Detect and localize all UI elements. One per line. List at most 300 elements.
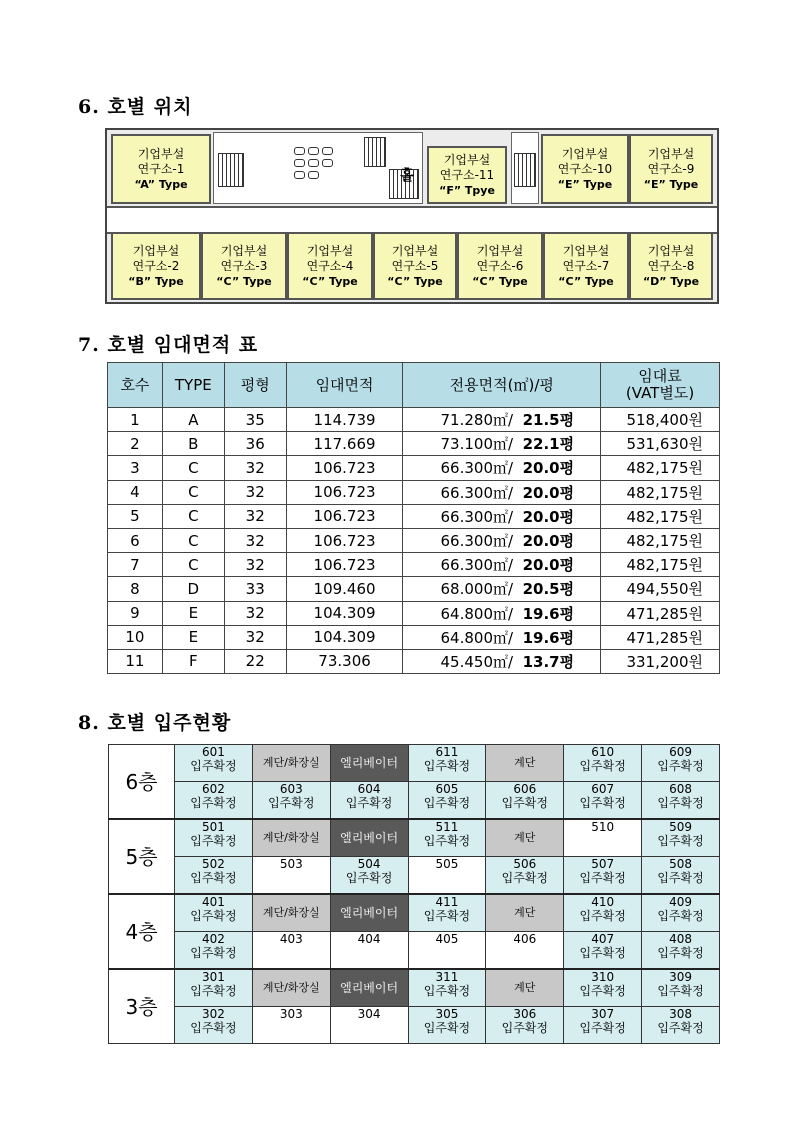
room-line: 연구소-11	[439, 167, 495, 182]
plan-room-9	[629, 134, 713, 204]
header-rent-vat: (VAT별도)	[625, 384, 695, 402]
cell-room-no: 4	[108, 480, 163, 504]
unit-number: 311	[435, 970, 459, 984]
cell-rent: 531,630원	[601, 432, 720, 456]
unit-cell	[252, 782, 330, 820]
exclusive-pyeong: 20.0평	[522, 459, 575, 478]
unit-status: 입주확정	[423, 759, 471, 773]
unit-status: 입주확정	[190, 1021, 237, 1035]
unit-status: 입주확정	[268, 796, 315, 810]
unit-number: 511	[435, 820, 459, 834]
unit-status: 입주확정	[579, 984, 626, 998]
section-8-title: 8. 호별 입주현황	[78, 712, 232, 734]
unit-status: 입주확정	[657, 871, 704, 885]
unit-cell	[408, 1007, 486, 1044]
cell-room-no: 9	[108, 601, 163, 625]
toilet-icon	[294, 171, 305, 179]
cell-room-no: 11	[108, 649, 163, 673]
cell-exclusive-area	[403, 553, 601, 577]
facility-cell	[486, 745, 564, 782]
unit-cell	[175, 819, 253, 857]
plan-corridor	[107, 206, 717, 234]
room-type: “A” Type	[134, 177, 188, 191]
unit-status: 입주확정	[190, 984, 237, 998]
exclusive-sqm: 73.100㎡/	[440, 435, 514, 454]
section-7-title: 7. 호별 임대면적 표	[78, 334, 259, 356]
cell-room-no: 8	[108, 577, 163, 601]
header-type: TYPE	[162, 363, 224, 408]
cell-pyeong: 32	[224, 625, 286, 649]
cell-pyeong: 36	[224, 432, 286, 456]
table-row	[108, 649, 720, 673]
facility-cell	[486, 819, 564, 857]
unit-number: 301	[201, 970, 225, 984]
unit-number: 508	[669, 857, 692, 871]
exclusive-sqm: 66.300㎡/	[440, 532, 514, 551]
cell-type: C	[162, 553, 224, 577]
unit-number: 410	[591, 895, 615, 909]
cell-room-no: 6	[108, 528, 163, 552]
exclusive-pyeong: 19.6평	[522, 604, 575, 623]
plan-room-11	[427, 146, 507, 204]
unit-cell	[642, 932, 720, 970]
table-row	[108, 528, 720, 552]
room-line: 연구소-8	[647, 258, 695, 273]
room-line: 기업부설	[443, 152, 491, 167]
unit-number: 305	[435, 1007, 459, 1021]
unit-cell	[408, 857, 486, 895]
cell-exclusive-area	[403, 456, 601, 480]
unit-cell	[175, 1007, 253, 1044]
table-row	[108, 432, 720, 456]
unit-status: 입주확정	[190, 759, 237, 773]
cell-rental-area: 73.306	[286, 649, 403, 673]
cell-pyeong: 32	[224, 480, 286, 504]
room-type: “F” Tpye	[439, 183, 495, 197]
facility-cell	[330, 894, 408, 932]
room-line: 기업부설	[476, 243, 524, 258]
unit-number: 509	[669, 820, 692, 834]
occupancy-row	[109, 932, 720, 970]
unit-number: 307	[591, 1007, 615, 1021]
cell-rent: 482,175원	[601, 480, 720, 504]
unit-cell	[642, 1007, 720, 1044]
cell-type: C	[162, 480, 224, 504]
unit-number: 504	[357, 857, 381, 871]
unit-number: 302	[201, 1007, 225, 1021]
unit-number: 604	[357, 782, 381, 796]
cell-rent: 518,400원	[601, 408, 720, 432]
toilet-icon	[308, 147, 319, 155]
header-rent	[601, 363, 720, 408]
room-line: 기업부설	[647, 243, 695, 258]
header-exclusive-area: 전용면적(㎡)/평	[403, 363, 601, 408]
unit-number: 606	[513, 782, 537, 796]
facility-label: 계단	[514, 831, 536, 844]
unit-cell	[408, 969, 486, 1007]
toilet-icon	[322, 159, 333, 167]
facility-cell	[330, 969, 408, 1007]
cell-exclusive-area	[403, 649, 601, 673]
unit-cell	[408, 894, 486, 932]
unit-number: 401	[201, 895, 225, 909]
cell-rent: 482,175원	[601, 504, 720, 528]
plan-room-3	[201, 232, 287, 300]
cell-rent: 331,200원	[601, 649, 720, 673]
unit-cell	[564, 745, 642, 782]
facility-label: 엘리베이터	[340, 756, 399, 770]
unit-number: 304	[357, 1007, 381, 1021]
cell-type: C	[162, 528, 224, 552]
unit-number: 405	[435, 932, 459, 946]
cell-exclusive-area	[403, 432, 601, 456]
plan-room-4	[287, 232, 373, 300]
room-line: 연구소-9	[647, 161, 695, 176]
room-line: 연구소-4	[306, 258, 354, 273]
room-line: 연구소-5	[391, 258, 439, 273]
unit-cell	[330, 857, 408, 895]
unit-cell	[252, 932, 330, 970]
unit-cell	[486, 782, 564, 820]
toilet-icon	[322, 147, 333, 155]
exclusive-sqm: 66.300㎡/	[440, 556, 514, 575]
unit-cell	[408, 819, 486, 857]
unit-status: 입주확정	[579, 909, 626, 923]
unit-number: 507	[591, 857, 615, 871]
spacer	[513, 411, 523, 429]
unit-status: 입주확정	[657, 796, 704, 810]
unit-number: 402	[201, 932, 225, 946]
room-type: “E” Type	[643, 177, 699, 191]
unit-number: 611	[435, 745, 459, 759]
room-line: 기업부설	[306, 243, 354, 258]
spacer	[513, 653, 523, 671]
unit-status: 입주확정	[579, 759, 626, 773]
unit-number: 502	[201, 857, 225, 871]
spacer	[513, 484, 523, 502]
unit-cell	[175, 969, 253, 1007]
unit-status: 입주확정	[190, 834, 237, 848]
cell-exclusive-area	[403, 480, 601, 504]
exclusive-pyeong: 20.0평	[522, 532, 575, 551]
cell-rental-area: 106.723	[286, 504, 403, 528]
facility-cell	[330, 745, 408, 782]
table-row	[108, 601, 720, 625]
unit-number: 403	[279, 932, 303, 946]
room-line: 기업부설	[647, 146, 695, 161]
unit-status: 입주확정	[657, 909, 704, 923]
exclusive-sqm: 66.300㎡/	[440, 507, 514, 526]
unit-status: 입주확정	[657, 759, 704, 773]
unit-status: 입주확정	[423, 834, 471, 848]
spacer	[513, 629, 523, 647]
cell-exclusive-area	[403, 625, 601, 649]
plan-room-5	[373, 232, 457, 300]
room-type: “C” Type	[216, 274, 272, 288]
occupancy-table	[108, 744, 720, 1044]
cell-pyeong: 32	[224, 456, 286, 480]
unit-status: 입주확정	[423, 1021, 471, 1035]
room-type: “C” Type	[302, 274, 358, 288]
plan-room-7	[543, 232, 629, 300]
room-type: “C” Type	[558, 274, 614, 288]
occupancy-row	[109, 782, 720, 820]
unit-number: 503	[279, 857, 303, 871]
table-row	[108, 504, 720, 528]
exclusive-sqm: 68.000㎡/	[440, 580, 514, 599]
facility-cell	[252, 819, 330, 857]
unit-number: 603	[279, 782, 303, 796]
room-type: “D” Type	[642, 274, 700, 288]
unit-cell	[252, 1007, 330, 1044]
floor-label: 5층	[109, 819, 175, 894]
unit-number: 406	[513, 932, 537, 946]
unit-cell	[330, 932, 408, 970]
unit-status: 입주확정	[501, 871, 548, 885]
spacer	[513, 532, 523, 550]
unit-status: 입주확정	[423, 984, 471, 998]
cell-type: C	[162, 456, 224, 480]
unit-cell	[408, 932, 486, 970]
unit-cell	[486, 1007, 564, 1044]
room-line: 기업부설	[132, 243, 180, 258]
cell-type: C	[162, 504, 224, 528]
room-line: 기업부설	[561, 146, 609, 161]
facility-label: 계단	[514, 756, 536, 769]
unit-cell	[564, 1007, 642, 1044]
unit-cell	[642, 894, 720, 932]
header-rent-label: 임대료	[638, 367, 682, 385]
cell-exclusive-area	[403, 408, 601, 432]
spacer	[513, 580, 523, 598]
plan-room-10	[541, 134, 629, 204]
toilet-icon	[294, 159, 305, 167]
unit-cell	[330, 782, 408, 820]
facility-cell	[252, 745, 330, 782]
unit-cell	[486, 932, 564, 970]
unit-number: 407	[591, 932, 615, 946]
cell-rental-area: 117.669	[286, 432, 403, 456]
exclusive-sqm: 64.800㎡/	[440, 604, 514, 623]
cell-pyeong: 33	[224, 577, 286, 601]
spacer	[513, 605, 523, 623]
unit-number: 608	[669, 782, 692, 796]
cell-rental-area: 109.460	[286, 577, 403, 601]
rental-area-table	[107, 362, 720, 674]
unit-cell	[642, 969, 720, 1007]
floor-label: 4층	[109, 894, 175, 969]
cell-pyeong: 32	[224, 553, 286, 577]
room-line: 기업부설	[220, 243, 268, 258]
unit-status: 입주확정	[657, 984, 704, 998]
exclusive-pyeong: 22.1평	[522, 435, 575, 454]
cell-room-no: 3	[108, 456, 163, 480]
unit-number: 309	[669, 970, 692, 984]
cell-exclusive-area	[403, 601, 601, 625]
cell-rental-area: 106.723	[286, 480, 403, 504]
cell-rent: 482,175원	[601, 528, 720, 552]
facility-label: 엘리베이터	[340, 981, 399, 995]
occupancy-row	[109, 894, 720, 932]
table-row	[108, 480, 720, 504]
unit-status: 입주확정	[423, 909, 471, 923]
cell-rental-area: 106.723	[286, 553, 403, 577]
unit-status: 입주확정	[345, 796, 393, 810]
exclusive-pyeong: 20.5평	[522, 580, 575, 599]
facility-cell	[486, 894, 564, 932]
exclusive-sqm: 66.300㎡/	[440, 483, 514, 502]
unit-cell	[564, 857, 642, 895]
table-row	[108, 625, 720, 649]
exclusive-pyeong: 19.6평	[522, 628, 575, 647]
unit-number: 408	[669, 932, 692, 946]
header-rental-area: 임대면적	[286, 363, 403, 408]
cell-room-no: 7	[108, 553, 163, 577]
unit-number: 601	[201, 745, 225, 759]
cell-rental-area: 106.723	[286, 456, 403, 480]
unit-number: 409	[669, 895, 692, 909]
unit-cell	[564, 894, 642, 932]
table-row	[108, 553, 720, 577]
cell-pyeong: 32	[224, 504, 286, 528]
room-type: “E” Type	[557, 177, 613, 191]
unit-number: 306	[513, 1007, 537, 1021]
cell-type: F	[162, 649, 224, 673]
occupancy-row	[109, 969, 720, 1007]
cell-type: E	[162, 625, 224, 649]
unit-number: 510	[591, 820, 615, 834]
exclusive-pyeong: 20.0평	[522, 556, 575, 575]
unit-cell	[252, 857, 330, 895]
unit-status: 입주확정	[579, 946, 626, 960]
occupancy-row	[109, 745, 720, 782]
unit-status: 입주확정	[579, 1021, 626, 1035]
cell-rental-area: 104.309	[286, 601, 403, 625]
plan-core-stairs	[511, 132, 539, 204]
cell-type: E	[162, 601, 224, 625]
unit-cell	[564, 782, 642, 820]
unit-status: 입주확정	[657, 946, 704, 960]
cell-rent: 471,285원	[601, 601, 720, 625]
facility-label: 계단/화장실	[262, 756, 320, 769]
cell-rent: 482,175원	[601, 553, 720, 577]
cell-type: A	[162, 408, 224, 432]
unit-number: 605	[435, 782, 459, 796]
facility-cell	[486, 969, 564, 1007]
unit-number: 506	[513, 857, 537, 871]
spacer	[513, 508, 523, 526]
occupancy-row	[109, 819, 720, 857]
unit-number: 609	[669, 745, 692, 759]
toilet-icon	[294, 147, 305, 155]
spacer	[513, 435, 523, 453]
facility-cell	[330, 819, 408, 857]
unit-number: 602	[201, 782, 225, 796]
unit-number: 303	[279, 1007, 303, 1021]
unit-number: 610	[591, 745, 615, 759]
plan-room-1	[111, 134, 211, 204]
unit-status: 입주확정	[657, 834, 704, 848]
cell-pyeong: 32	[224, 601, 286, 625]
table-header-row	[108, 363, 720, 408]
unit-cell	[642, 819, 720, 857]
unit-status: 입주확정	[190, 871, 237, 885]
unit-cell	[330, 1007, 408, 1044]
facility-label: 계단	[514, 906, 536, 919]
cell-exclusive-area	[403, 577, 601, 601]
unit-number: 404	[357, 932, 381, 946]
facility-label: 계단/화장실	[262, 906, 320, 919]
facility-cell	[252, 969, 330, 1007]
cell-rental-area: 114.739	[286, 408, 403, 432]
room-line: 연구소-3	[220, 258, 268, 273]
unit-status: 입주확정	[423, 796, 471, 810]
cell-type: D	[162, 577, 224, 601]
unit-cell	[408, 782, 486, 820]
cell-rental-area: 104.309	[286, 625, 403, 649]
unit-cell	[564, 932, 642, 970]
room-line: 연구소-10	[557, 161, 613, 176]
exclusive-sqm: 64.800㎡/	[440, 628, 514, 647]
unit-number: 308	[669, 1007, 692, 1021]
unit-status: 입주확정	[579, 871, 626, 885]
toilet-icon	[308, 171, 319, 179]
plan-room-8	[629, 232, 713, 300]
exclusive-sqm: 66.300㎡/	[440, 459, 514, 478]
cell-rent: 494,550원	[601, 577, 720, 601]
cell-rental-area: 106.723	[286, 528, 403, 552]
spacer	[513, 459, 523, 477]
exclusive-pyeong: 21.5평	[522, 411, 575, 430]
section-6-title: 6. 호별 위치	[78, 96, 193, 118]
unit-number: 501	[201, 820, 225, 834]
unit-status: 입주확정	[190, 796, 237, 810]
table-row	[108, 577, 720, 601]
cell-pyeong: 22	[224, 649, 286, 673]
facility-label: 엘리베이터	[340, 831, 399, 845]
exclusive-sqm: 71.280㎡/	[440, 411, 514, 430]
cell-pyeong: 35	[224, 408, 286, 432]
unit-cell	[175, 894, 253, 932]
exclusive-pyeong: 13.7평	[522, 652, 575, 671]
spacer	[513, 556, 523, 574]
floor-plan	[105, 128, 719, 304]
cell-room-no: 5	[108, 504, 163, 528]
unit-status: 입주확정	[190, 946, 237, 960]
occupancy-row	[109, 1007, 720, 1044]
unit-cell	[175, 745, 253, 782]
unit-cell	[408, 745, 486, 782]
unit-status: 입주확정	[190, 909, 237, 923]
unit-cell	[564, 969, 642, 1007]
unit-number: 505	[435, 857, 459, 871]
cell-rent: 482,175원	[601, 456, 720, 480]
facility-label: 계단/화장실	[262, 831, 320, 844]
cell-room-no: 1	[108, 408, 163, 432]
stair-icon	[514, 153, 536, 187]
cell-room-no: 2	[108, 432, 163, 456]
cell-pyeong: 32	[224, 528, 286, 552]
facility-label: 계단/화장실	[262, 981, 320, 994]
facility-label: 계단	[514, 981, 536, 994]
facility-label: 엘리베이터	[340, 906, 399, 920]
room-line: 연구소-7	[562, 258, 610, 273]
facility-cell	[252, 894, 330, 932]
room-type: “C” Type	[472, 274, 528, 288]
unit-cell	[175, 782, 253, 820]
unit-number: 310	[591, 970, 615, 984]
plan-room-6	[457, 232, 543, 300]
